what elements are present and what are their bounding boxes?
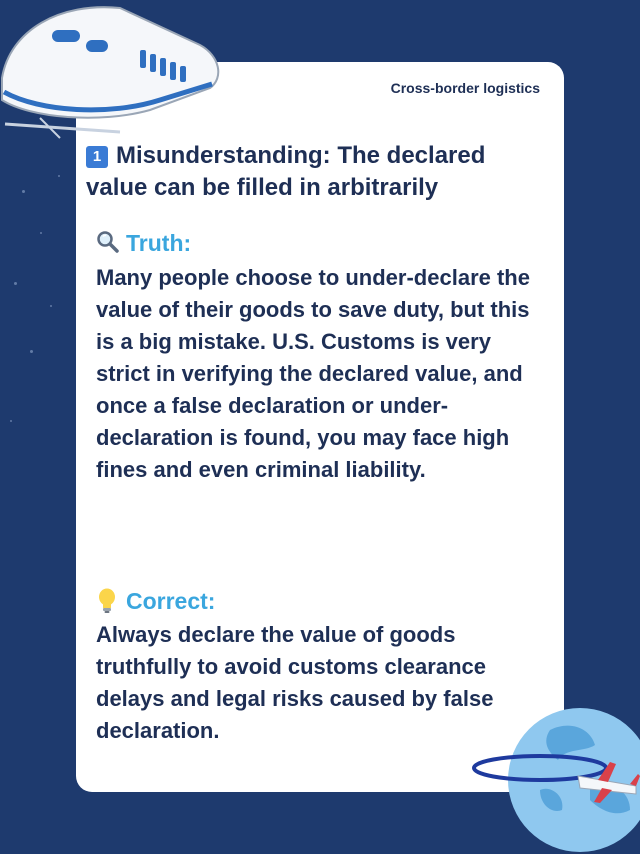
category-tag: Cross-border logistics <box>390 80 540 96</box>
correct-body: Always declare the value of goods truthfully to avoid customs clearance delays and legal risks caused by false declaration. <box>96 622 494 743</box>
bullet-train-illustration <box>0 0 230 140</box>
number-badge: 1 <box>86 146 108 168</box>
star-dot <box>30 350 33 353</box>
star-dot <box>58 175 60 177</box>
page-title-text: Misunderstanding: The declared value can be filled in arbitrarily <box>86 142 486 201</box>
star-dot <box>22 190 25 193</box>
globe-airplane-illustration <box>470 690 640 854</box>
star-dot <box>10 420 12 422</box>
truth-body: Many people choose to under-declare the value of their goods to save duty, but this is a big mistake. U.S. Customs is very strict in verifying the declared value, and once a false declaration or under-declaration is found, you may face high fines and even criminal liability. <box>96 265 530 482</box>
truth-title <box>96 230 191 260</box>
star-dot <box>14 282 17 285</box>
page-title <box>86 140 546 204</box>
correct-title-text: Correct: <box>126 588 216 615</box>
truth-title-text: Truth: <box>126 230 192 257</box>
lightbulb-icon <box>96 587 122 619</box>
star-dot <box>40 232 42 234</box>
content-card <box>76 62 564 792</box>
correct-title <box>96 587 215 619</box>
magnifier-icon <box>96 230 122 260</box>
star-dot <box>50 305 52 307</box>
